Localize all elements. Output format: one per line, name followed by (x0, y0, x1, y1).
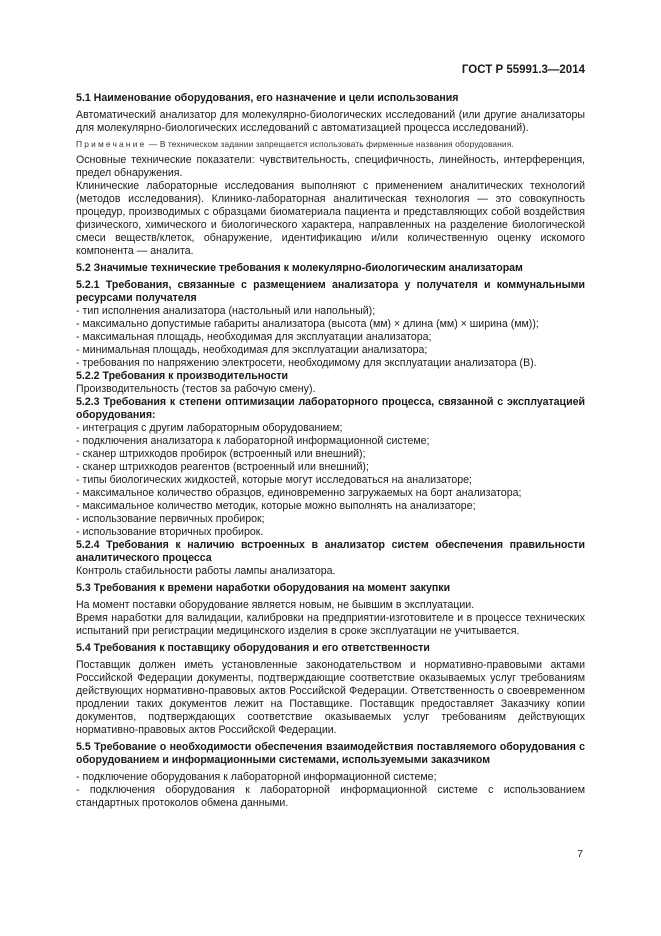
list-item: - максимально допустимые габариты анализатора (высота (мм) × длина (мм) × ширина (мм)); (76, 318, 539, 330)
list-item: - максимальная площадь, необходимая для эксплуатации анализатора; (76, 331, 432, 343)
note (76, 139, 585, 150)
paragraph: Производительность (тестов за рабочую смену). (76, 383, 316, 395)
list-item: - сканер штрихкодов реагентов (встроенный или внешний); (76, 461, 369, 473)
section-heading-5-2-2: 5.2.2 Требования к производительности (76, 370, 289, 382)
list-item: - минимальная площадь, необходимая для эксплуатации анализатора; (76, 344, 428, 356)
list-item: - использование первичных пробирок; (76, 513, 265, 525)
paragraph: Основные технические показатели: чувствительность, специфичность, линейность, интерференция, предел обнаружения. (76, 154, 585, 179)
section-heading-5-5: 5.5 Требование о необходимости обеспечения взаимодействия поставляемого оборудования с оборудованием и информационными системами, используемыми заказчиком (76, 741, 585, 766)
list-item: - требования по напряжению электросети, необходимому для эксплуатации анализатора (В). (76, 357, 537, 369)
list-item: - использование вторичных пробирок. (76, 526, 264, 538)
document-body (76, 92, 585, 810)
list-item: - подключения анализатора к лабораторной информационной системе; (76, 435, 430, 447)
list-item: - подключение оборудования к лабораторной информационной системе; (76, 771, 437, 783)
section-heading-5-2-4: 5.2.4 Требования к наличию встроенных в анализатор систем обеспечения правильности аналитического процесса (76, 539, 585, 564)
paragraph: Поставщик должен иметь установленные законодательством и нормативно-правовыми актами Российской Федерации документы, подтверждающие соответствие оказываемых услуг требованиям действующих нормативно-правовых актов Российской Федерации. Ответственность о своевременном продлении таких документов лежит на Поставщике. Поставщик предоставляет Заказчику копии документов, подтверждающих соответствие оказываемых услуг требованиям действующих нормативно-правовых актов Российской Федерации. (76, 659, 585, 736)
paragraph: На момент поставки оборудование является новым, не бывшим в эксплуатации. (76, 599, 475, 611)
note-text: — В техническом задании запрещается использовать фирменные названия оборудования. (148, 139, 514, 149)
list-item: - максимальное количество образцов, единовременно загружаемых на борт анализатора; (76, 487, 522, 499)
list-item: - типы биологических жидкостей, которые могут исследоваться на анализаторе; (76, 474, 472, 486)
list-item: - тип исполнения анализатора (настольный или напольный); (76, 305, 376, 317)
section-heading-5-3: 5.3 Требования к времени наработки оборудования на момент закупки (76, 582, 451, 594)
section-heading-5-1: 5.1 Наименование оборудования, его назначение и цели использования (76, 92, 459, 104)
section-heading-5-2: 5.2 Значимые технические требования к молекулярно-биологическим анализаторам (76, 262, 523, 274)
paragraph: Время наработки для валидации, калибровки на предприятии-изготовителе и в процессе технических испытаний при регистрации медицинского изделия в сроке эксплуатации не учитывается. (76, 612, 585, 637)
list-item: - сканер штрихкодов пробирок (встроенный или внешний); (76, 448, 366, 460)
section-heading-5-2-1: 5.2.1 Требования, связанные с размещением анализатора у получателя и коммунальными ресурсами получателя (76, 279, 585, 304)
page-number: 7 (577, 848, 583, 860)
list-item: - подключения оборудования к лабораторной информационной системе с использованием стандартных протоколов обмена данными. (76, 784, 585, 809)
list-item: - интеграция с другим лабораторным оборудованием; (76, 422, 343, 434)
paragraph: Автоматический анализатор для молекулярно-биологических исследований (или другие анализаторы для молекулярно-биологических исследований с автоматизацией процесса исследований). (76, 109, 585, 134)
section-heading-5-2-3: 5.2.3 Требования к степени оптимизации лабораторного процесса, связанной с эксплуатацией оборудования: (76, 396, 585, 421)
list-item: - максимальное количество методик, которые можно выполнять на анализаторе; (76, 500, 476, 512)
section-heading-5-4: 5.4 Требования к поставщику оборудования и его ответственности (76, 642, 430, 654)
document-id: ГОСТ Р 55991.3—2014 (461, 64, 585, 76)
paragraph: Клинические лабораторные исследования выполняют с применением аналитических технологий (методов исследования). Клинико-лабораторная аналитическая технология — это совокупность процедур, производимых с образцами биоматериала пациента и представляющих собой воздействия физического, химического и биологического характера, направленных на разделение биологической смеси веществ/клеток, обнаружение, идентификацию и/или количественную оценку искомого компонента — аналита. (76, 180, 585, 257)
paragraph: Контроль стабильности работы лампы анализатора. (76, 565, 336, 577)
note-label: Примечание (76, 139, 147, 149)
